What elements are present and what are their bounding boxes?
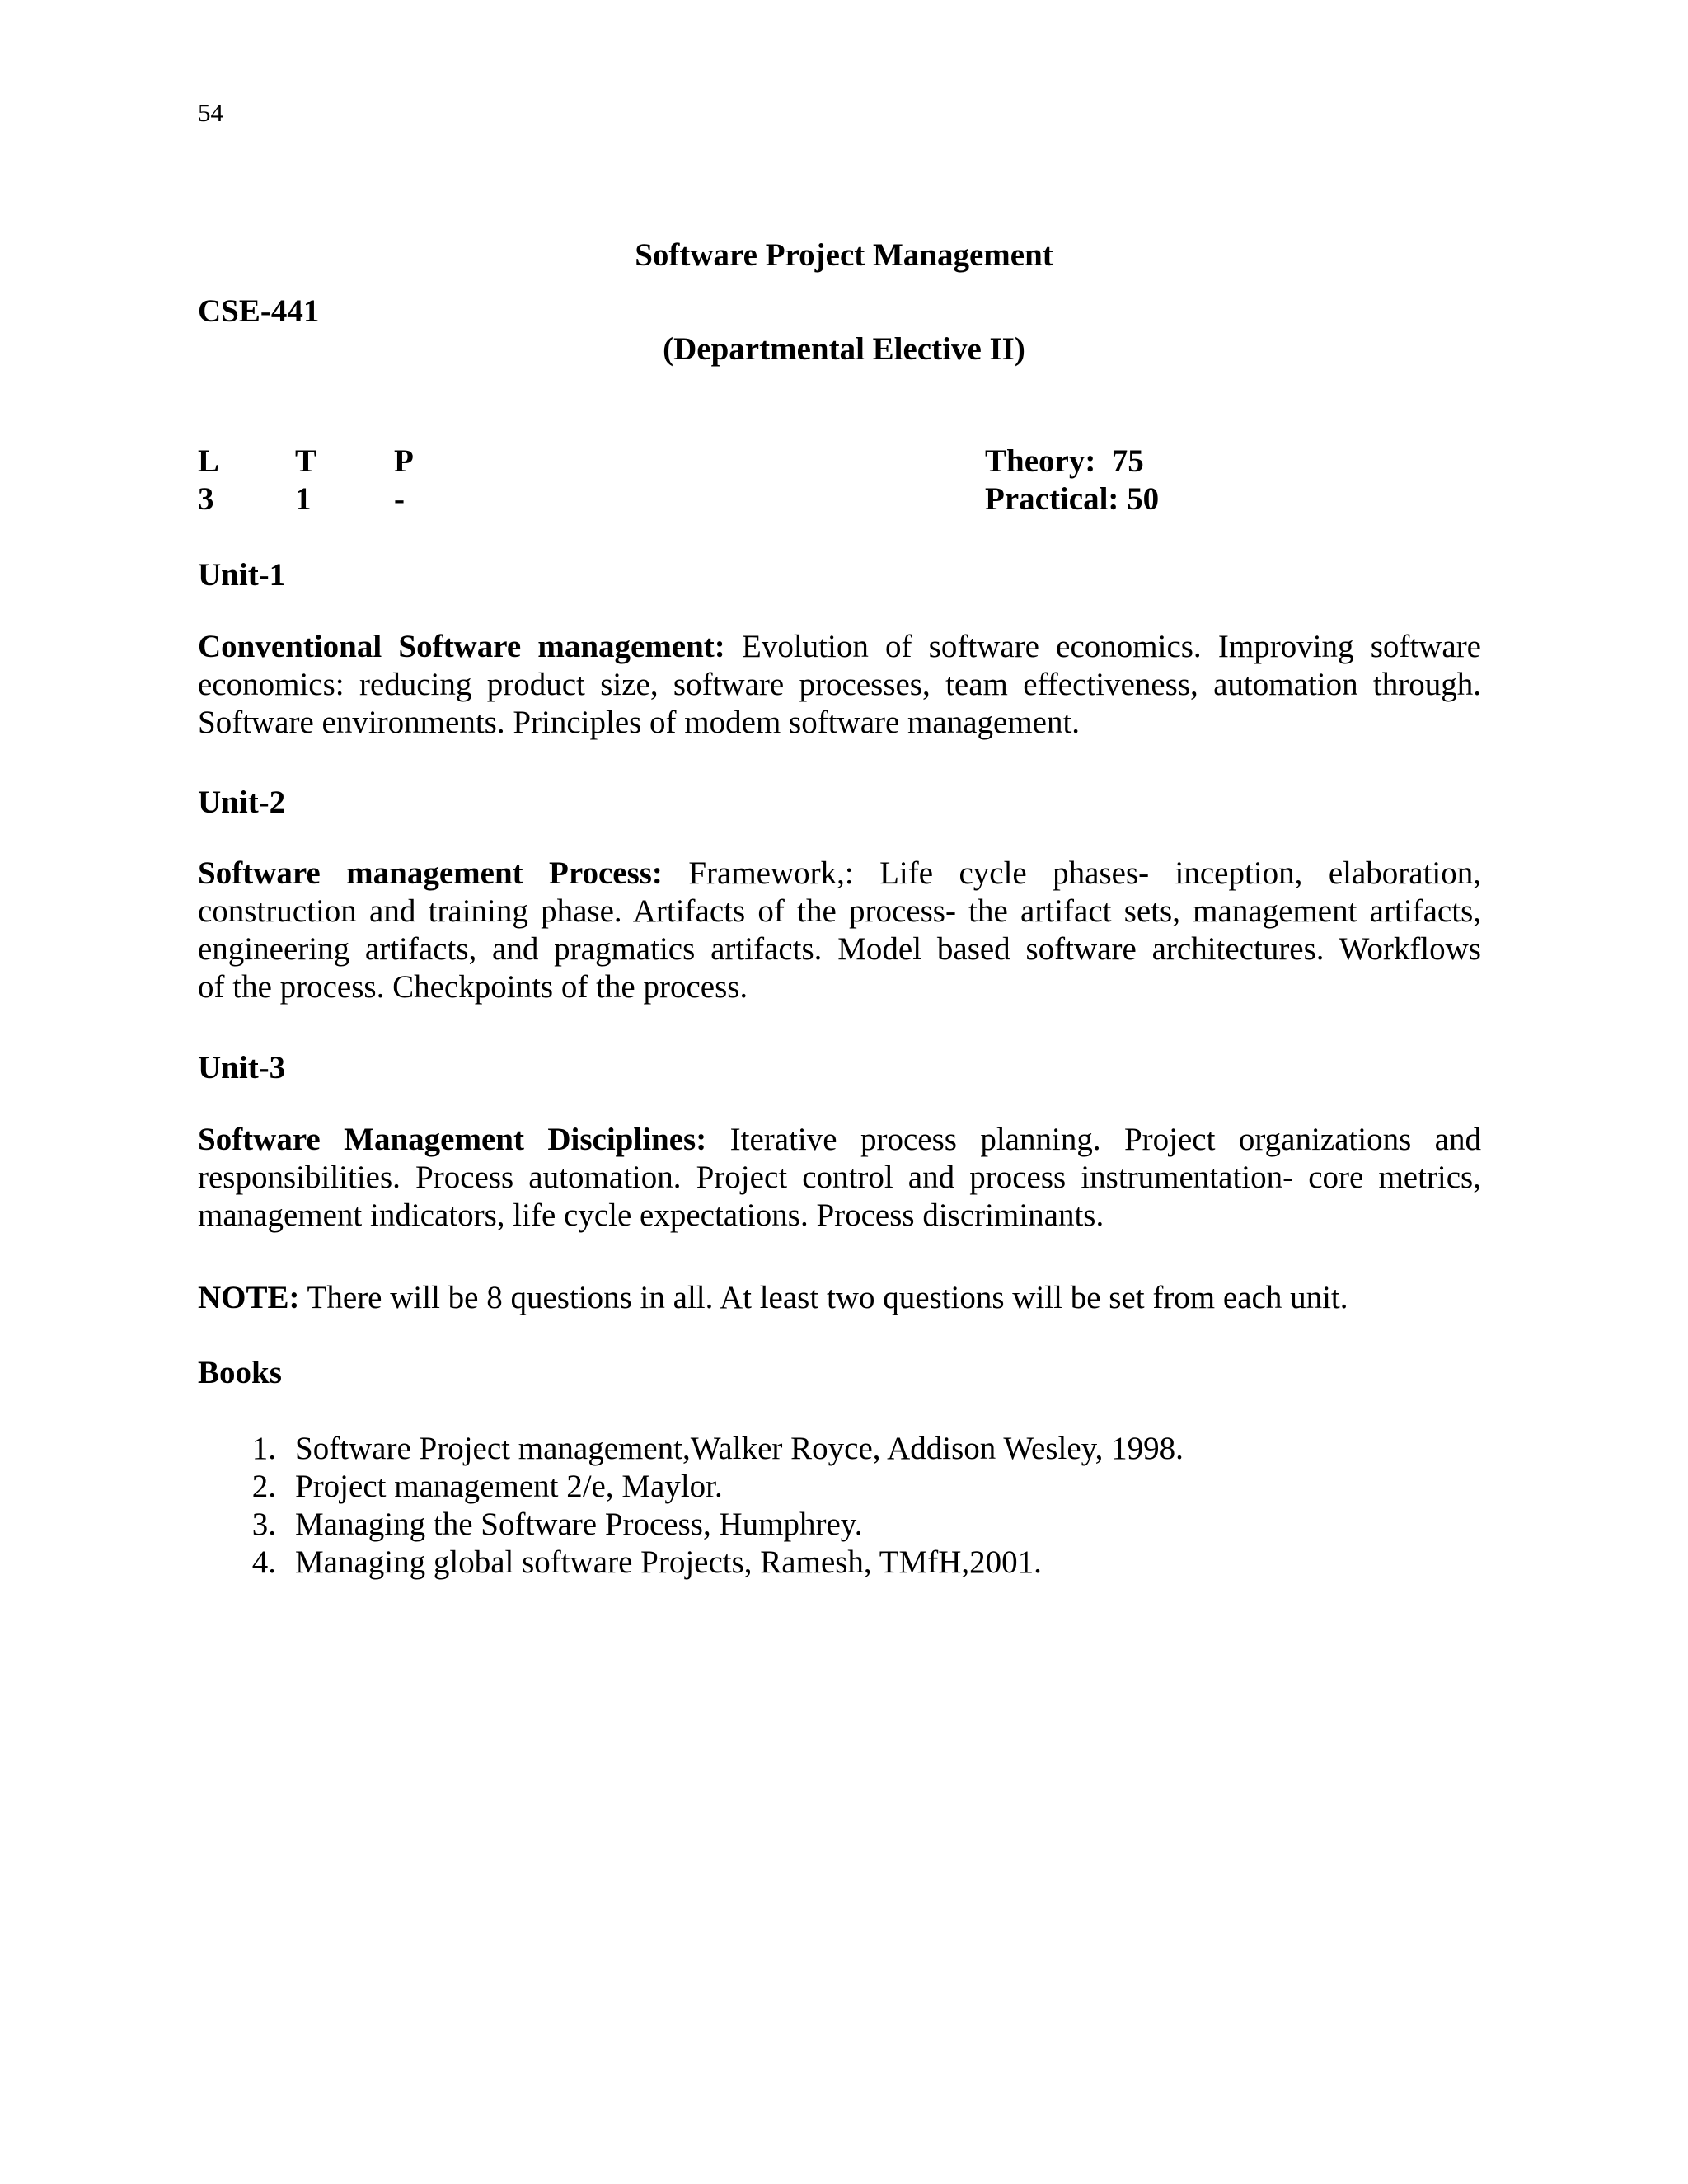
unit-2-description [198,855,1481,1006]
book-title: Project management 2/e, Maylor. [295,1469,723,1504]
unit-1-topic: Conventional Software management: [198,629,725,664]
ltp-value-l: 3 [198,481,214,517]
unit-2-line-3: engineering artifacts, and pragmatics artifacts. Model based software architectures. Workflows [198,931,1481,967]
unit-1-text-1: Evolution of software economics. Improving software [724,629,1481,664]
unit-3-line-1 [198,1121,1481,1159]
unit-1-line-3: Software environments. Principles of modem software management. [198,705,1081,740]
book-number: 1. [251,1431,276,1466]
page-number: 54 [198,98,223,127]
unit-3-topic: Software Management Disciplines: [198,1122,707,1157]
unit-1-line-2: economics: reducing product size, software processes, team effectiveness, automation through. [198,667,1481,702]
course-subtitle: (Departmental Elective II) [663,331,1025,367]
unit-2-heading: Unit-2 [198,785,286,820]
unit-1-heading: Unit-1 [198,557,286,593]
ltp-header-l: L [198,443,220,479]
ltp-header-t: T [295,443,317,479]
ltp-header-p: P [394,443,414,479]
books-heading: Books [198,1355,282,1390]
unit-2-line-2: construction and training phase. Artifacts of the process- the artifact sets, management artifacts, [198,893,1481,929]
book-title: Managing global software Projects, Ramesh, TMfH,2001. [295,1544,1042,1580]
theory-marks: Theory: 75 [985,443,1144,479]
unit-1-line-1 [198,628,1481,666]
practical-marks: Practical: 50 [985,481,1160,517]
unit-3-heading: Unit-3 [198,1050,286,1085]
unit-3-text-1: Iterative process planning. Project organizations and [706,1122,1481,1157]
book-title: Managing the Software Process, Humphrey. [295,1507,863,1542]
unit-3-line-3: management indicators, life cycle expectations. Process discriminants. [198,1197,1104,1233]
exam-note [198,1282,1348,1314]
ltp-value-t: 1 [295,481,312,517]
unit-1-description [198,628,1481,742]
course-code: CSE-441 [198,293,320,329]
unit-3-description [198,1121,1481,1235]
unit-2-text-1: Framework,: Life cycle phases- inception, elaboration, [662,855,1481,891]
book-number: 3. [251,1507,276,1542]
book-number: 4. [251,1544,276,1580]
unit-2-line-1 [198,855,1481,893]
unit-2-line-4: of the process. Checkpoints of the process. [198,969,748,1005]
note-text: There will be 8 questions in all. At least two questions will be set from each unit. [299,1280,1348,1315]
unit-3-line-2: responsibilities. Process automation. Project control and process instrumentation- core metrics, [198,1160,1481,1195]
course-title: Software Project Management [635,237,1053,273]
note-label: NOTE: [198,1280,300,1315]
book-number: 2. [251,1469,276,1504]
unit-2-topic: Software management Process: [198,855,663,891]
ltp-value-p: - [394,481,405,517]
book-title: Software Project management,Walker Royce, Addison Wesley, 1998. [295,1431,1184,1466]
